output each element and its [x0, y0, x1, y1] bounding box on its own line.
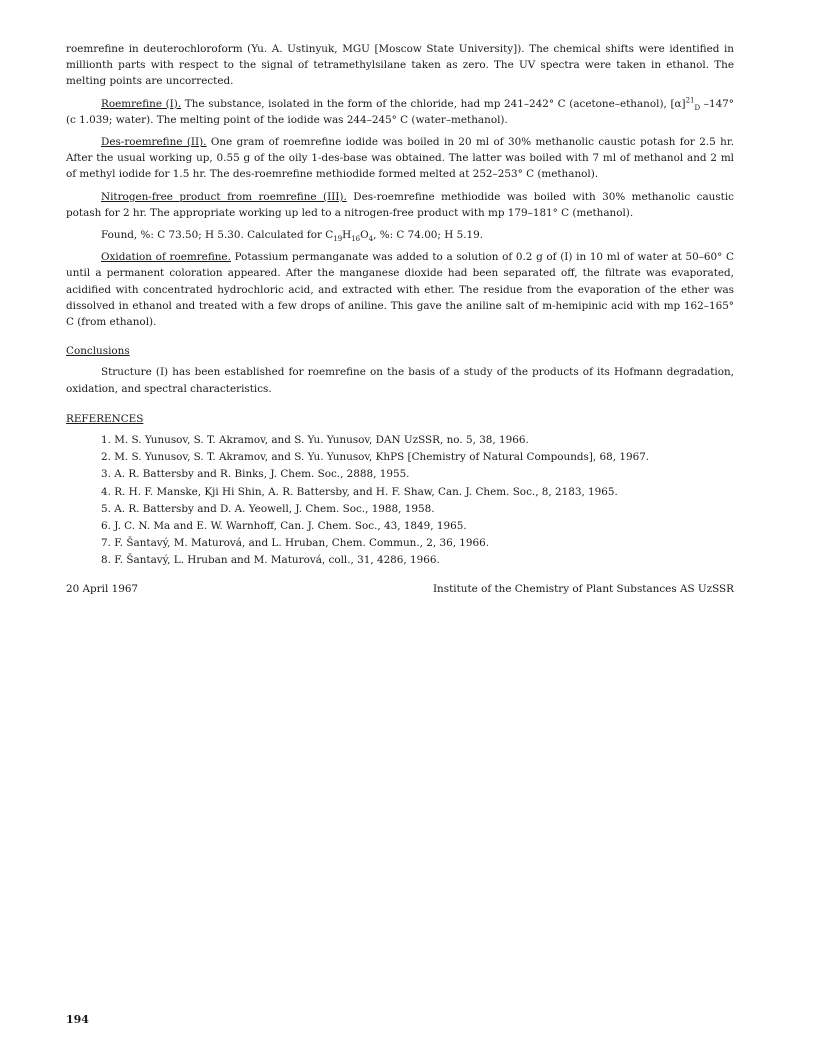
- nitrogen-free-text: Des-roemrefine methiodide was boiled with 30% methanolic caustic potash for 2 hr. The appropriate working up led to a nitrogen-free product with mp 179–181° C (methanol).: [66, 190, 734, 219]
- des-roemrefine-text: One gram of roemrefine iodide was boiled in 20 ml of 30% methanolic caustic potash for 2.5 hr. After the usual working up, 0.55 g of the oily 1-des-base was obtained. The latter was boiled with 7 ml of methanol and 2 ml of methyl iodide for 1.5 hr. The des-roemrefine methiodide formed melted at 252–253° C (methanol).: [66, 136, 735, 181]
- analysis-line: [66, 227, 734, 243]
- reference-item: 2. M. S. Yunusov, S. T. Akramov, and S. Yu. Yunusov, KhPS [Chemistry of Natural Compounds], 68, 1967.: [101, 451, 650, 464]
- nitrogen-free-heading: Nitrogen-free product from roemrefine (III).: [101, 190, 347, 203]
- formula-h-count: 16: [351, 235, 361, 244]
- formula-o-count: 4: [368, 235, 374, 244]
- oxidation-heading: Oxidation of roemrefine.: [101, 251, 231, 264]
- formula-h: H: [342, 229, 352, 242]
- formula-c-count: 19: [333, 235, 343, 244]
- oxidation-paragraph: [66, 249, 734, 330]
- reference-item: 5. A. R. Battersby and D. A. Yeowell, J. Chem. Soc., 1988, 1958.: [101, 502, 435, 515]
- article-body: [66, 41, 734, 597]
- formula-o: O: [360, 229, 369, 242]
- rotation-line: D: [694, 103, 701, 112]
- reference-item: 3. A. R. Battersby and R. Binks, J. Chem. Soc., 2888, 1955.: [101, 468, 410, 481]
- reference-item: 1. M. S. Yunusov, S. T. Akramov, and S. Yu. Yunusov, DAN UzSSR, no. 5, 38, 1966.: [101, 434, 529, 447]
- received-date: 20 April 1967: [66, 582, 139, 595]
- rotation-temperature: 21: [685, 96, 695, 105]
- references-heading: REFERENCES: [66, 412, 144, 425]
- references-list: [66, 432, 734, 569]
- des-roemrefine-paragraph: [66, 134, 734, 183]
- reference-item: 8. F. Šantavý, L. Hruban and M. Maturová, coll., 31, 4286, 1966.: [101, 554, 440, 567]
- roemrefine-text-b: –147° (c 1.039; water). The melting point of the iodide was 244–245° C (water–methanol).: [66, 97, 734, 126]
- oxidation-text: Potassium permanganate was added to a solution of 0.2 g of (I) in 10 ml of water at 50–60° C until a permanent coloration appeared. After the manganese dioxide had been separated off, the filtrate was evaporated, acidified with concentrated hydrochloric acid, and extracted with ether. The residue from the evaporation of the ether was dissolved in ethanol and treated with a few drops of aniline. This gave the aniline salt of m-hemipinic acid with mp 162–165° C (from ethanol).: [66, 251, 734, 329]
- roemrefine-heading: Roemrefine (I).: [101, 97, 182, 110]
- roemrefine-text-a: The substance, isolated in the form of the chloride, had mp 241–242° C (acetone–ethanol), [α]: [181, 97, 686, 110]
- roemrefine-paragraph: [66, 96, 734, 128]
- reference-item: 4. R. H. F. Manske, Kji Hi Shin, A. R. Battersby, and H. F. Shaw, Can. J. Chem. Soc., 8, 2183, 1965.: [101, 485, 618, 498]
- page-number: 194: [66, 1013, 89, 1026]
- reference-item: 7. F. Šantavý, M. Maturová, and L. Hruban, Chem. Commun., 2, 36, 1966.: [101, 537, 490, 550]
- institute-name: Institute of the Chemistry of Plant Substances AS UzSSR: [432, 582, 734, 595]
- des-roemrefine-heading: Des-roemrefine (II).: [101, 136, 207, 149]
- analysis-calculated-text: , %: C 74.00; H 5.19.: [373, 229, 484, 242]
- reference-item: 6. J. C. N. Ma and E. W. Warnhoff, Can. J. Chem. Soc., 43, 1849, 1965.: [101, 520, 467, 533]
- conclusions-text: Structure (I) has been established for roemrefine on the basis of a study of the products of its Hofmann degradation, oxidation, and spectral characteristics.: [66, 366, 734, 395]
- conclusions-heading: Conclusions: [66, 345, 130, 358]
- intro-paragraph: roemrefine in deuterochloroform (Yu. A. Ustinyuk, MGU [Moscow State University]). The chemical shifts were identified in millionth parts with respect to the signal of tetramethylsilane taken as zero. The UV spectra were taken in ethanol. The melting points are uncorrected.: [66, 43, 734, 88]
- footer-row: [66, 581, 734, 597]
- nitrogen-free-paragraph: [66, 189, 734, 221]
- analysis-found-text: Found, %: C 73.50; H 5.30. Calculated for C: [101, 229, 334, 242]
